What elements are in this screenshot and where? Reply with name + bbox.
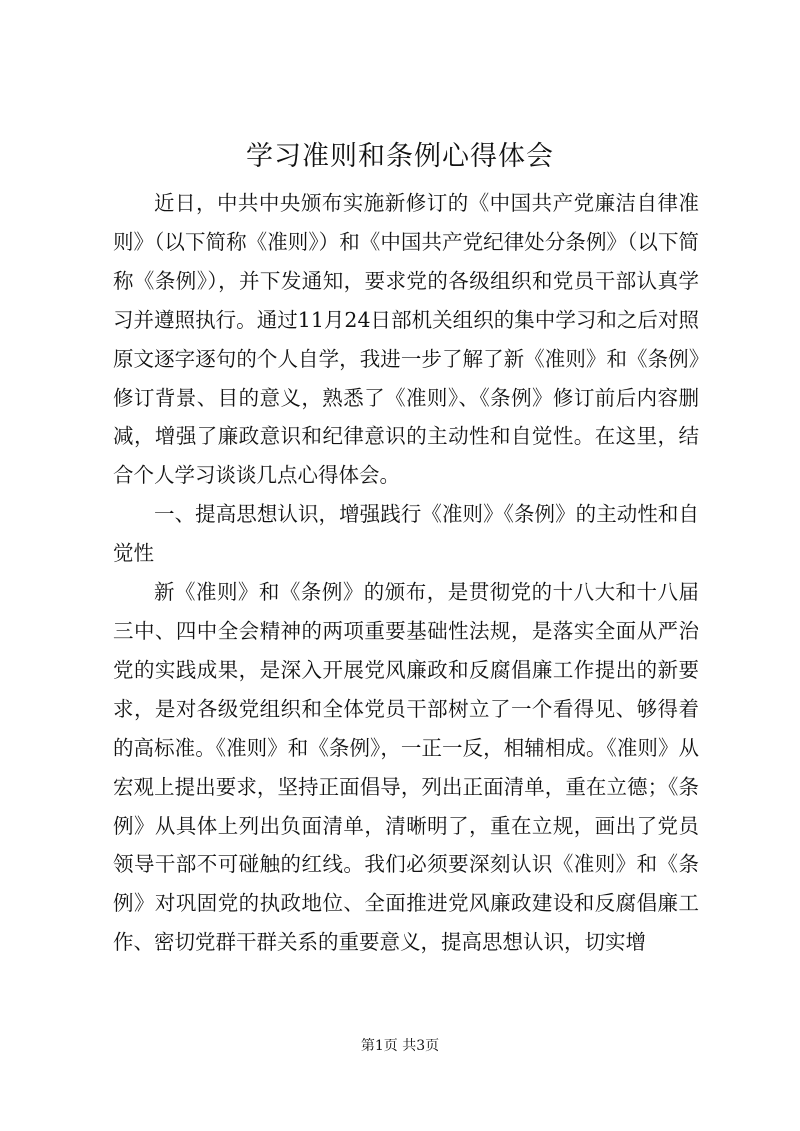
document-title: 学习准则和条例心得体会: [246, 141, 554, 172]
paragraph-section-1: 新《准则》和《条例》的颁布，是贯彻党的十八大和十八届三中、四中全会精神的两项重要基础性法规，是落实全面从严治党的实践成果，是深入开展党风廉政和反腐倡廉工作提出的新要求，是对各级党组织和全体党员干部树立了一个看得见、够得着的高标准。《准则》和《条例》，一正一反，相辅相成。《准则》从宏观上提出要求，坚持正面倡导，列出正面清单，重在立德；《条例》从具体上列出负面清单，清晰明了，重在立规，画出了党员领导干部不可碰触的红线。我们必须要深刻认识《准则》和《条例》对巩固党的执政地位、全面推进党风廉政建设和反腐倡廉工作、密切党群干群关系的重要意义，提高思想认识，切实增: [113, 580, 699, 955]
section-heading-1: 一、提高思想认识，增强践行《准则》《条例》的主动性和自觉性: [113, 502, 699, 566]
paragraph-intro: 近日，中共中央颁布实施新修订的《中国共产党廉洁自律准则》（以下简称《准则》）和《中国共产党纪律处分条例》（以下简称《条例》），并下发通知，要求党的各级组织和党员干部认真学习并遵照执行。通过11月24日部机关组织的集中学习和之后对照原文逐字逐句的个人自学，我进一步了解了新《准则》和《条例》修订背景、目的意义，熟悉了《准则》、《条例》修订前后内容删减，增强了廉政意识和纪律意识的主动性和自觉性。在这里，结合个人学习谈谈几点心得体会。: [113, 191, 699, 488]
document-body: [113, 184, 699, 962]
page-footer: 第1页 共3页: [360, 1038, 440, 1054]
